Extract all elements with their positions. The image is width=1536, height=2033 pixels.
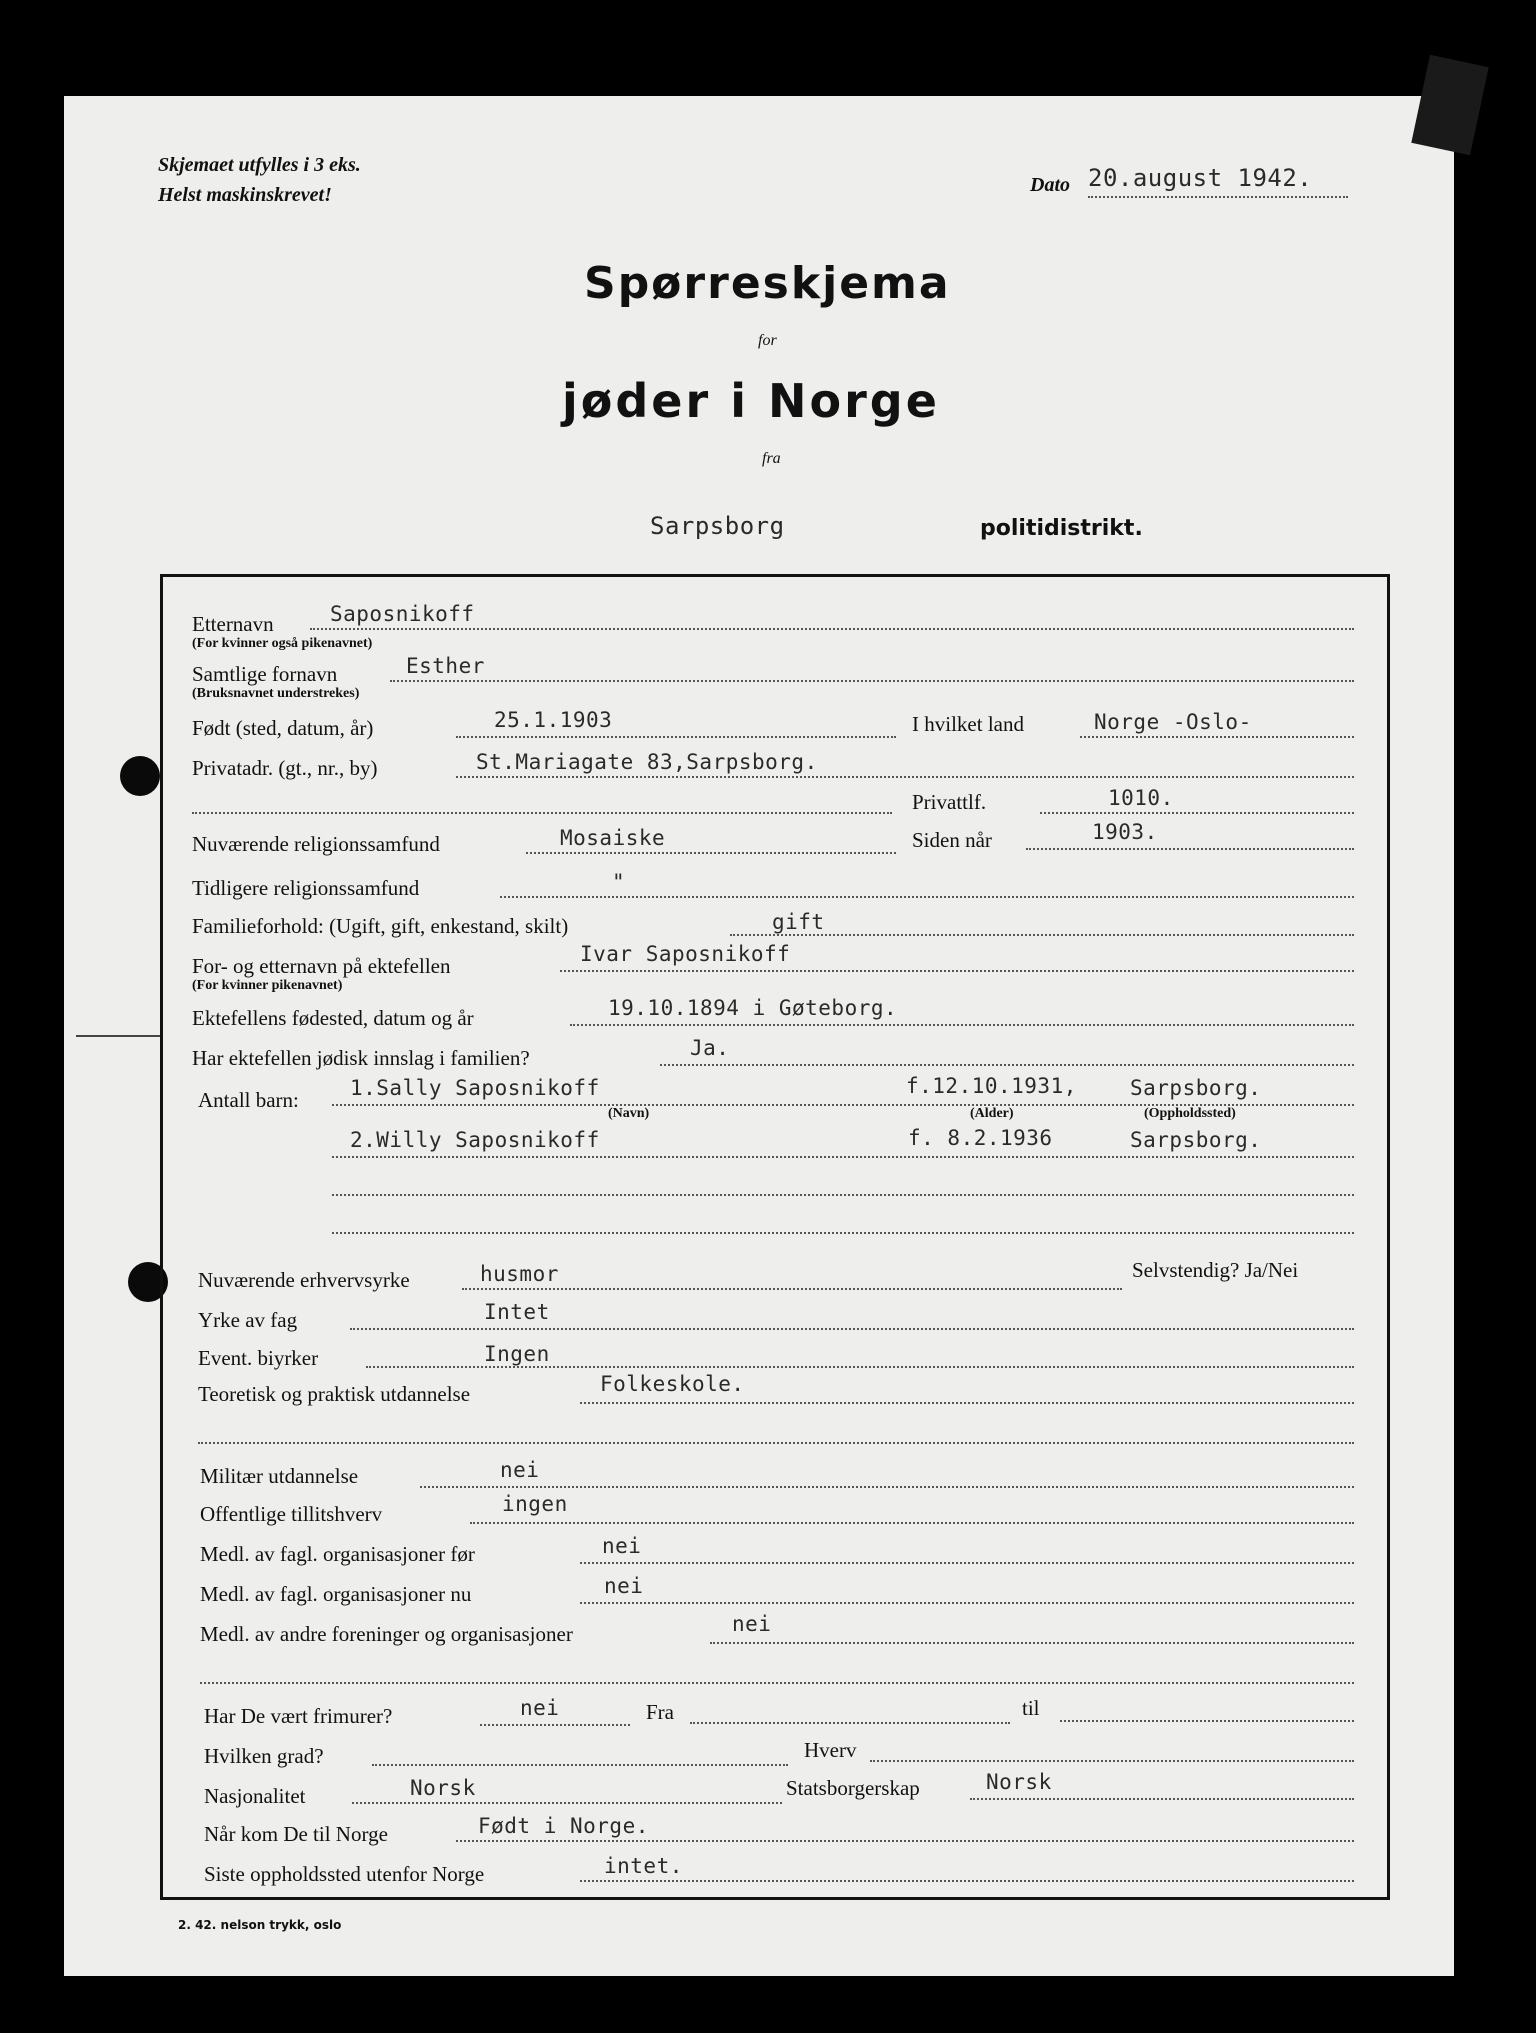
line-child-4 (332, 1232, 1354, 1234)
value-religion-naa: Mosaiske (560, 826, 666, 850)
instruction-typewritten: Helst maskinskrevet! (158, 184, 332, 206)
line-ektefelle (560, 970, 1354, 972)
line-familie (730, 934, 1354, 936)
sub-etternavn: (For kvinner også pikenavnet) (192, 636, 373, 651)
label-hverv: Hverv (804, 1738, 857, 1762)
punch-hole-top (120, 756, 160, 796)
value-religion-tidl: " (612, 870, 626, 894)
child-2-born: f. 8.2.1936 (908, 1126, 1053, 1150)
value-tillit: ingen (502, 1492, 568, 1516)
label-land: I hvilket land (912, 712, 1024, 736)
label-yrke: Yrke av fag (198, 1308, 298, 1332)
value-familie: gift (772, 910, 825, 934)
label-org-nu: Medl. av fagl. organisasjoner nu (200, 1582, 472, 1606)
line-land (1080, 736, 1354, 738)
line-statsborger (970, 1798, 1354, 1800)
line-utdannelse-2 (198, 1442, 1354, 1444)
date-line (1088, 196, 1348, 198)
label-frimurer-til: til (1022, 1696, 1040, 1720)
line-andre-org (710, 1642, 1354, 1644)
value-erhverv: husmor (480, 1262, 559, 1286)
label-tillit: Offentlige tillitshverv (200, 1502, 383, 1526)
fold-line (76, 1035, 160, 1037)
label-biyrker: Event. biyrker (198, 1346, 319, 1370)
title-for: for (758, 332, 777, 349)
printer-imprint: 2. 42. nelson trykk, oslo (178, 1918, 342, 1932)
sub-opphold: (Oppholdssted) (1144, 1106, 1236, 1121)
label-grad: Hvilken grad? (204, 1744, 324, 1768)
instruction-copies: Skjemaet utfylles i 3 eks. (158, 154, 361, 176)
label-frimurer: Har De vært frimurer? (204, 1704, 393, 1728)
line-etternavn (310, 628, 1354, 630)
label-barn: Antall barn: (198, 1088, 299, 1112)
sub-navn: (Navn) (608, 1106, 650, 1121)
value-fodt: 25.1.1903 (494, 708, 613, 732)
line-nasjonalitet (352, 1802, 782, 1804)
value-siden: 1903. (1092, 820, 1158, 844)
line-siste (580, 1880, 1354, 1882)
label-erhverv: Nuværende erhvervsyrke (198, 1268, 410, 1292)
line-fornavn (390, 680, 1354, 682)
line-child-3 (332, 1194, 1354, 1196)
value-privattlf: 1010. (1108, 786, 1174, 810)
sub-ektefelle: (For kvinner pikenavnet) (192, 978, 343, 993)
value-utdannelse: Folkeskole. (600, 1372, 745, 1396)
line-ektefelle-fodt (570, 1024, 1354, 1026)
label-religion-tidl: Tidligere religionssamfund (192, 876, 420, 900)
label-siden: Siden når (912, 828, 992, 852)
label-org-for: Medl. av fagl. organisasjoner før (200, 1542, 475, 1566)
value-privatadr: St.Mariagate 83,Sarpsborg. (476, 750, 818, 774)
child-1-name: 1.Sally Saposnikoff (350, 1076, 600, 1100)
line-frimurer-fra (690, 1722, 1010, 1724)
line-biyrker (366, 1366, 1354, 1368)
line-privattlf (1040, 812, 1354, 814)
label-frimurer-fra: Fra (646, 1700, 674, 1724)
label-ektefelle-fodt: Ektefellens fødested, datum og år (192, 1006, 474, 1030)
line-frimurer (480, 1724, 630, 1726)
line-privatadr-2 (192, 812, 892, 814)
line-jodisk (660, 1064, 1354, 1066)
line-siden (1026, 848, 1354, 850)
value-jodisk: Ja. (690, 1036, 730, 1060)
line-religion-naa (526, 852, 896, 854)
value-biyrker: Ingen (484, 1342, 550, 1366)
label-andre-org: Medl. av andre foreninger og organisasjoner (200, 1622, 573, 1646)
form-subtitle: jøder i Norge (562, 374, 940, 428)
value-kom-norge: Født i Norge. (478, 1814, 649, 1838)
date-value: 20.august 1942. (1088, 164, 1313, 192)
form-title: Spørreskjema (584, 258, 951, 309)
value-org-for: nei (602, 1534, 642, 1558)
label-militaer: Militær utdannelse (200, 1464, 359, 1488)
district-value: Sarpsborg (650, 512, 785, 540)
line-utdannelse (580, 1402, 1354, 1404)
value-land: Norge -Oslo- (1094, 710, 1252, 734)
line-child-2 (332, 1156, 1354, 1158)
value-etternavn: Saposnikoff (330, 602, 475, 626)
label-familie: Familieforhold: (Ugift, gift, enkestand, skilt) (192, 914, 569, 938)
line-frimurer-til (1060, 1720, 1354, 1722)
line-privatadr (456, 776, 1354, 778)
sub-fornavn: (Bruksnavnet understrekes) (192, 686, 360, 701)
label-kom-norge: Når kom De til Norge (204, 1822, 388, 1846)
value-statsborger: Norsk (986, 1770, 1052, 1794)
label-fodt: Født (sted, datum, år) (192, 716, 374, 740)
line-erhverv (462, 1288, 1122, 1290)
child-1-born: f.12.10.1931, (906, 1074, 1077, 1098)
child-2-place: Sarpsborg. (1130, 1128, 1262, 1152)
value-yrke: Intet (484, 1300, 550, 1324)
value-ektefelle: Ivar Saposnikoff (580, 942, 791, 966)
value-ektefelle-fodt: 19.10.1894 i Gøteborg. (608, 996, 898, 1020)
label-privattlf: Privattlf. (912, 790, 987, 814)
value-nasjonalitet: Norsk (410, 1776, 476, 1800)
line-org-nu (580, 1602, 1354, 1604)
label-selvstendig: Selvstendig? Ja/Nei (1132, 1258, 1299, 1282)
line-grad (372, 1764, 788, 1766)
line-religion-tidl (500, 896, 1354, 898)
line-tillit (470, 1522, 1354, 1524)
sub-alder: (Alder) (970, 1106, 1014, 1121)
label-siste: Siste oppholdssted utenfor Norge (204, 1862, 485, 1886)
line-yrke (350, 1328, 1354, 1330)
label-utdannelse: Teoretisk og praktisk utdannelse (198, 1382, 471, 1406)
paper-corner (1411, 55, 1488, 156)
line-kom-norge (456, 1840, 1354, 1842)
label-etternavn: Etternavn (192, 612, 274, 636)
district-label: politidistrikt. (980, 516, 1143, 541)
label-jodisk: Har ektefellen jødisk innslag i familien? (192, 1046, 530, 1070)
value-siste: intet. (604, 1854, 683, 1878)
value-org-nu: nei (604, 1574, 644, 1598)
line-andre-org-2 (200, 1682, 1354, 1684)
label-religion-naa: Nuværende religionssamfund (192, 832, 440, 856)
label-fornavn: Samtlige fornavn (192, 662, 338, 686)
label-ektefelle: For- og etternavn på ektefellen (192, 954, 451, 978)
value-militaer: nei (500, 1458, 540, 1482)
child-1-place: Sarpsborg. (1130, 1076, 1262, 1100)
label-statsborger: Statsborgerskap (786, 1776, 920, 1800)
label-privatadr: Privatadr. (gt., nr., by) (192, 756, 378, 780)
value-fornavn: Esther (406, 654, 485, 678)
line-militaer (420, 1486, 1354, 1488)
value-frimurer: nei (520, 1696, 560, 1720)
line-fodt (456, 736, 896, 738)
line-org-for (580, 1562, 1354, 1564)
child-2-name: 2.Willy Saposnikoff (350, 1128, 600, 1152)
label-nasjonalitet: Nasjonalitet (204, 1784, 306, 1808)
title-fra: fra (762, 450, 781, 467)
line-hverv (870, 1760, 1354, 1762)
date-label: Dato (1030, 174, 1070, 196)
value-andre-org: nei (732, 1612, 772, 1636)
